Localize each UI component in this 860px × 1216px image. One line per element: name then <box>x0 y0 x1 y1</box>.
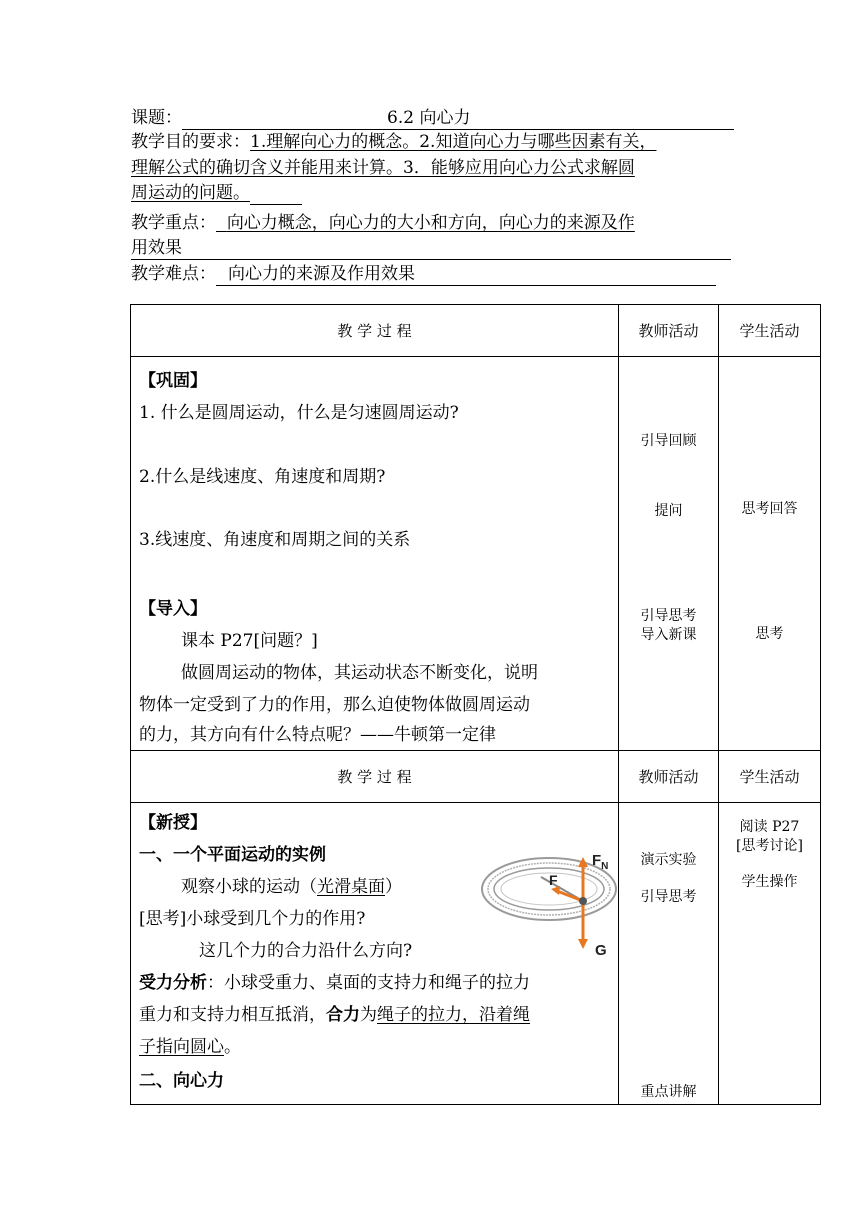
intro-title: 【导入】 <box>139 599 207 619</box>
student-activity-think: 思考 <box>755 626 784 642</box>
goals-line-2 <box>131 157 731 180</box>
analysis-label: 受力分析 <box>139 973 207 993</box>
student-activity-read: 阅读 P27 <box>739 819 800 835</box>
teacher-activity-guide-2: 引导思考 <box>640 889 697 905</box>
col-process-header-2: 教 学 过 程 <box>131 751 619 803</box>
table-row-new-lesson <box>131 803 821 1105</box>
analysis-line-1 <box>139 967 610 999</box>
goals-text-2: 理解公式的确切含义并能用来计算。3．能够应用向心力公式求解圆 <box>131 158 635 178</box>
goals-text-1: 1.理解向心力的概念。2.知道向心力与哪些因素有关， <box>250 132 657 152</box>
key-text-1-value: 向心力概念，向心力的大小和方向，向心力的来源及作 <box>226 213 635 233</box>
think-question-2: 这几个力的合力沿什么方向? <box>199 941 413 961</box>
student-activity-answer: 思考回答 <box>741 501 798 517</box>
student-activity-operate: 学生操作 <box>741 874 798 890</box>
label-fn <box>592 852 608 872</box>
force-g-arrowhead <box>578 939 588 949</box>
goals-label: 教学目的要求： <box>131 132 250 152</box>
goals-line-3 <box>131 182 731 205</box>
new-lesson-content-cell <box>131 803 619 1105</box>
key-line-1 <box>131 212 731 235</box>
lesson-table <box>130 304 821 1105</box>
review-content-cell <box>131 357 619 751</box>
topic-line <box>131 107 731 130</box>
teacher-activity-demo: 演示实验 <box>640 852 697 868</box>
analysis-l2-underline: 绳子的拉力，沿着绳 <box>377 1005 530 1025</box>
ball <box>579 897 587 905</box>
orbit-mid <box>488 863 610 915</box>
analysis-l3-post: 。 <box>224 1037 241 1057</box>
analysis-l3-underline: 子指向圆心 <box>139 1037 224 1057</box>
section-2-heading: 二、向心力 <box>139 1071 224 1091</box>
analysis-text: ：小球受重力、桌面的支持力和绳子的拉力 <box>207 973 530 993</box>
goals-line-1 <box>131 131 731 154</box>
section-1-heading: 一、一个平面运动的实例 <box>139 845 326 865</box>
student-activity-discuss: [思考讨论] <box>736 838 803 854</box>
new-lesson-title: 【新授】 <box>139 813 207 833</box>
question-3: 3.线速度、角速度和周期之间的关系 <box>139 530 411 550</box>
key-line-2 <box>131 237 731 260</box>
question-2: 2.什么是线速度、角速度和周期? <box>139 467 386 487</box>
difficulty-value: 向心力的来源及作用效果 <box>228 264 415 284</box>
label-fn-sub: N <box>601 861 609 872</box>
review-student-cell <box>719 357 821 751</box>
difficulty-label: 教学难点： <box>131 264 216 284</box>
col-teacher-header-2: 教师活动 <box>619 751 719 803</box>
col-student-header-2: 学生活动 <box>719 751 821 803</box>
observe-post: ） <box>385 877 402 897</box>
intro-paragraph-2-line-1: 做圆周运动的物体，其运动状态不断变化，说明 <box>181 663 538 683</box>
col-process-header: 教 学 过 程 <box>131 305 619 357</box>
goals-text-3: 周运动的问题。 <box>131 183 250 203</box>
key-label: 教学重点： <box>131 213 216 233</box>
topic-label: 课题： <box>131 108 182 128</box>
teacher-activity-guide: 引导思考 <box>640 608 697 624</box>
topic-value: 6.2 向心力 <box>387 108 471 128</box>
intro-paragraph-2-line-2: 物体一定受到了力的作用，那么迫使物体做圆周运动 <box>139 695 530 715</box>
analysis-l2-pre: 重力和支持力相互抵消， <box>139 1005 326 1025</box>
analysis-line-3 <box>139 1031 610 1063</box>
topic-underline <box>182 109 734 130</box>
teacher-activity-review: 引导回顾 <box>640 433 697 449</box>
new-lesson-student-cell <box>719 803 821 1105</box>
table-row-review <box>131 357 821 751</box>
observe-pre: 观察小球的运动（ <box>181 877 317 897</box>
col-teacher-header: 教师活动 <box>619 305 719 357</box>
label-f: F <box>549 872 558 888</box>
analysis-l2-mid: 为 <box>360 1005 377 1025</box>
consolidate-title: 【巩固】 <box>139 371 207 391</box>
difficulty-underline <box>216 265 716 286</box>
goals-underline <box>250 184 302 205</box>
intro-paragraph-2-line-3: 的力，其方向有什么特点呢？——牛顿第一定律 <box>139 725 496 745</box>
key-text-1 <box>216 213 635 233</box>
col-student-header: 学生活动 <box>719 305 821 357</box>
teacher-activity-ask: 提问 <box>654 503 683 519</box>
question-1: 1. 什么是圆周运动，什么是匀速圆周运动? <box>139 403 459 423</box>
table-header-row-1 <box>131 305 821 357</box>
think-question-1: [思考]小球受到几个力的作用? <box>139 909 366 929</box>
observe-smooth-table: 光滑桌面 <box>317 877 385 897</box>
teacher-activity-intro: 导入新课 <box>640 627 697 643</box>
difficulty-line <box>131 263 731 286</box>
teacher-activity-explain: 重点讲解 <box>640 1084 697 1100</box>
intro-paragraph-1: 课本 P27[问题？] <box>181 631 318 651</box>
new-lesson-teacher-cell <box>619 803 719 1105</box>
table-header-row-2 <box>131 751 821 803</box>
label-fn-main: F <box>592 852 602 869</box>
label-g: G <box>595 942 607 959</box>
key-text-2: 用效果 <box>131 238 182 258</box>
analysis-line-2 <box>139 999 610 1031</box>
review-teacher-cell <box>619 357 719 751</box>
analysis-l2-bold: 合力 <box>326 1005 360 1025</box>
force-diagram <box>479 849 619 959</box>
key-underline <box>131 239 731 260</box>
